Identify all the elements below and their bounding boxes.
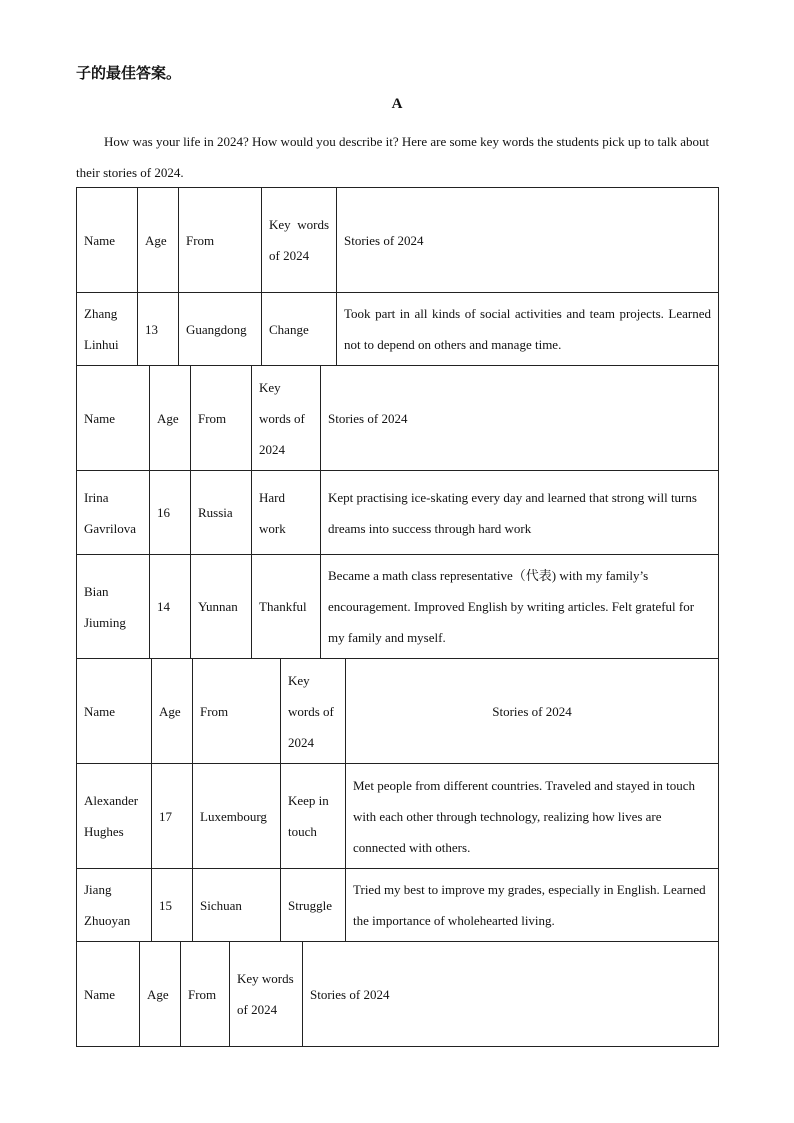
cell-name: Bian Jiuming [77,555,150,659]
cell-age: 13 [138,293,179,366]
table-header-row [77,659,719,764]
cell-from: Guangdong [179,293,262,366]
cell-keyword: Struggle [281,869,346,942]
cell-name: Irina Gavrilova [77,471,150,555]
cell-name: Alexander Hughes [77,764,152,869]
header-stories: Stories of 2024 [337,188,719,293]
stories-table-2 [76,365,719,659]
cell-from: Russia [191,471,252,555]
header-keywords: Key words of 2024 [262,188,337,293]
header-stories: Stories of 2024 [346,659,719,764]
stories-table-3 [76,658,719,942]
header-age: Age [150,366,191,471]
intro-paragraph: How was your life in 2024? How would you describe it? Here are some key words the students pick up to talk about their stories of 2024. [76,134,710,180]
table-row [77,471,719,555]
header-age: Age [140,942,181,1047]
cell-keyword: Keep in touch [281,764,346,869]
cell-story: Took part in all kinds of social activities and team projects. Learned not to depend on others and manage time. [337,293,719,366]
stories-table-4 [76,941,719,1047]
cell-age: 16 [150,471,191,555]
cell-story: Kept practising ice-skating every day and learned that strong will turns dreams into success through hard work [321,471,719,555]
cell-story: Met people from different countries. Traveled and stayed in touch with each other through technology, realizing how lives are connected with others. [346,764,719,869]
cell-keyword: Thankful [252,555,321,659]
section-label: A [391,96,403,112]
table-header-row [77,366,719,471]
header-fragment: 子的最佳答案。 [76,66,182,82]
header-age: Age [152,659,193,764]
header-keywords: Key words of 2024 [252,366,321,471]
cell-from: Sichuan [193,869,281,942]
cell-keyword: Hard work [252,471,321,555]
header-from: From [193,659,281,764]
cell-age: 17 [152,764,193,869]
table-row [77,764,719,869]
header-stories: Stories of 2024 [321,366,719,471]
table-row [77,869,719,942]
header-name: Name [77,942,140,1047]
header-name: Name [77,188,138,293]
cell-from: Yunnan [191,555,252,659]
header-from: From [179,188,262,293]
header-from: From [181,942,230,1047]
cell-keyword: Change [262,293,337,366]
table-header-row [77,942,719,1047]
header-age: Age [138,188,179,293]
stories-table-1 [76,187,719,366]
table-row [77,555,719,659]
cell-age: 15 [152,869,193,942]
cell-name: Zhang Linhui [77,293,138,366]
cell-age: 14 [150,555,191,659]
header-keywords: Key words of 2024 [230,942,303,1047]
table-header-row [77,188,719,293]
header-stories: Stories of 2024 [303,942,719,1047]
cell-story: Became a math class representative（代表) with my family’s encouragement. Improved English by writing articles. Felt grateful for my family and myself. [321,555,719,659]
header-name: Name [77,659,152,764]
header-name: Name [77,366,150,471]
cell-story: Tried my best to improve my grades, especially in English. Learned the importance of wholehearted living. [346,869,719,942]
table-row [77,293,719,366]
cell-name: Jiang Zhuoyan [77,869,152,942]
cell-from: Luxembourg [193,764,281,869]
header-from: From [191,366,252,471]
header-keywords: Key words of 2024 [281,659,346,764]
